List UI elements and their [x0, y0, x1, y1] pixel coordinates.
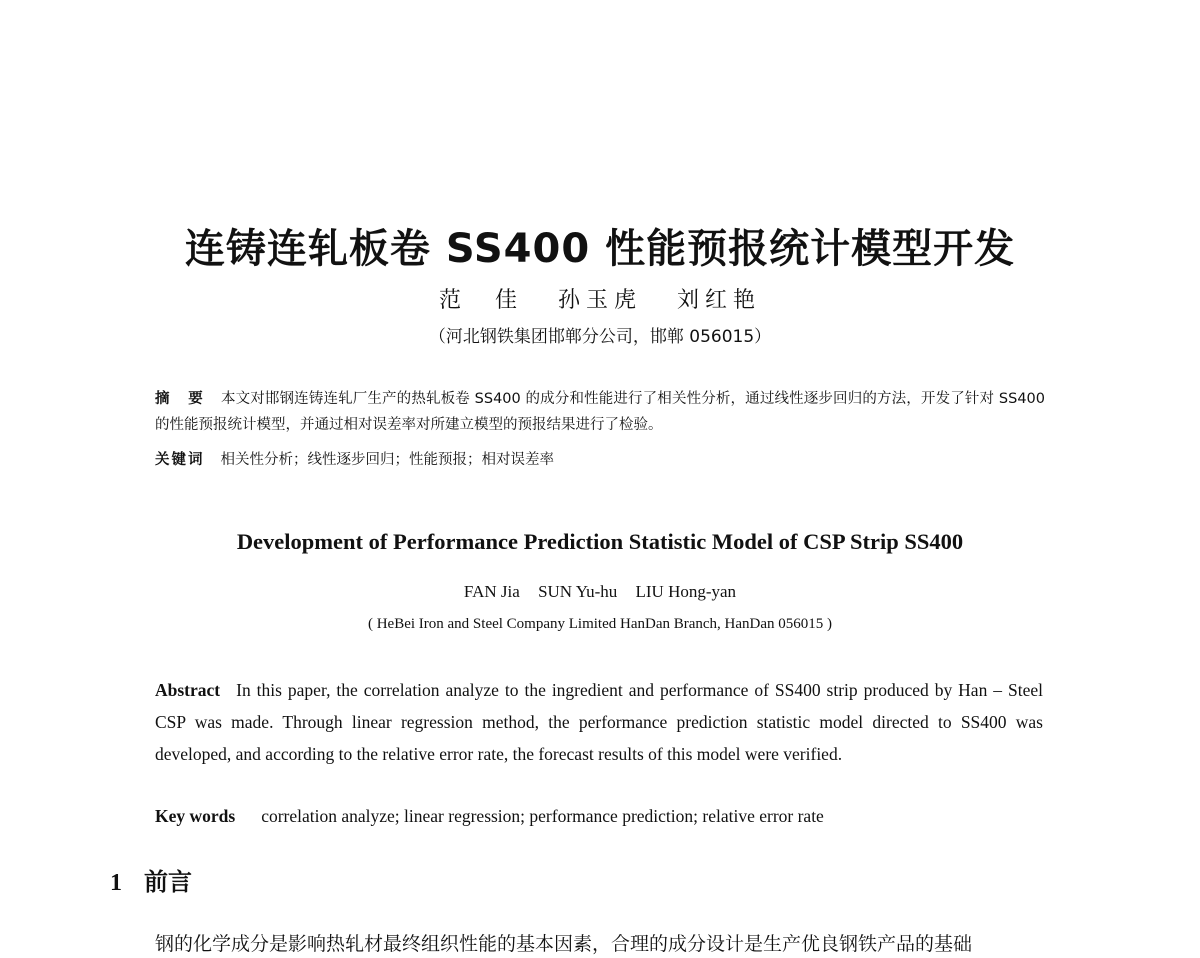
chinese-abstract-label: 摘 要: [155, 391, 205, 407]
chinese-keywords-label: 关键词: [155, 452, 205, 468]
author-name: LIU Hong-yan: [635, 582, 737, 601]
chinese-keywords-text: 相关性分析；线性逐步回归；性能预报；相对误差率: [220, 452, 554, 468]
body-paragraph: 钢的化学成分是影响热轧材最终组织性能的基本因素，合理的成分设计是生产优良钢铁产品的基础: [155, 933, 973, 955]
english-abstract: [155, 674, 1043, 770]
author-name: 范 佳: [438, 288, 523, 313]
english-keywords-label: Key words: [155, 806, 236, 826]
chinese-authors: [0, 286, 1200, 316]
chinese-abstract-text: 本文对邯钢连铸连轧厂生产的热轧板卷 SS400 的成分和性能进行了相关性分析，通过线性逐步回归的方法，开发了针对 SS400 的性能预报统计模型，并通过相对误差率对所建立模型的预报结果进行了检验。: [155, 391, 1045, 433]
author-name: SUN Yu-hu: [538, 582, 618, 601]
chinese-affiliation: （河北钢铁集团邯郸分公司，邯郸 056015）: [428, 327, 772, 347]
english-abstract-text: In this paper, the correlation analyze to the ingredient and performance of SS400 strip produced by Han – Steel CSP was made. Through linear regression method, the performance prediction statistic model directed to SS400 was developed, and according to the relative error rate, the forecast results of this model were verified.: [155, 680, 1043, 764]
english-keywords-text: correlation analyze; linear regression; performance prediction; relative error rate: [261, 806, 824, 826]
english-authors: [0, 580, 1200, 604]
chinese-title: 连铸连轧板卷 SS400 性能预报统计模型开发: [184, 225, 1016, 272]
chinese-abstract: [155, 386, 1045, 438]
author-name: 孙玉虎: [557, 288, 642, 313]
english-affiliation: ( HeBei Iron and Steel Company Limited HanDan Branch, HanDan 056015 ): [367, 616, 833, 632]
section-number: 1: [110, 870, 122, 896]
english-title: Development of Performance Prediction Statistic Model of CSP Strip SS400: [236, 528, 964, 554]
english-keywords: [155, 800, 1043, 832]
author-name: 刘红艳: [677, 288, 762, 313]
english-abstract-label: Abstract: [155, 680, 221, 700]
section-title: 前言: [144, 868, 192, 896]
chinese-keywords: [155, 447, 1045, 473]
author-name: FAN Jia: [463, 582, 520, 601]
section-heading: [110, 864, 192, 901]
